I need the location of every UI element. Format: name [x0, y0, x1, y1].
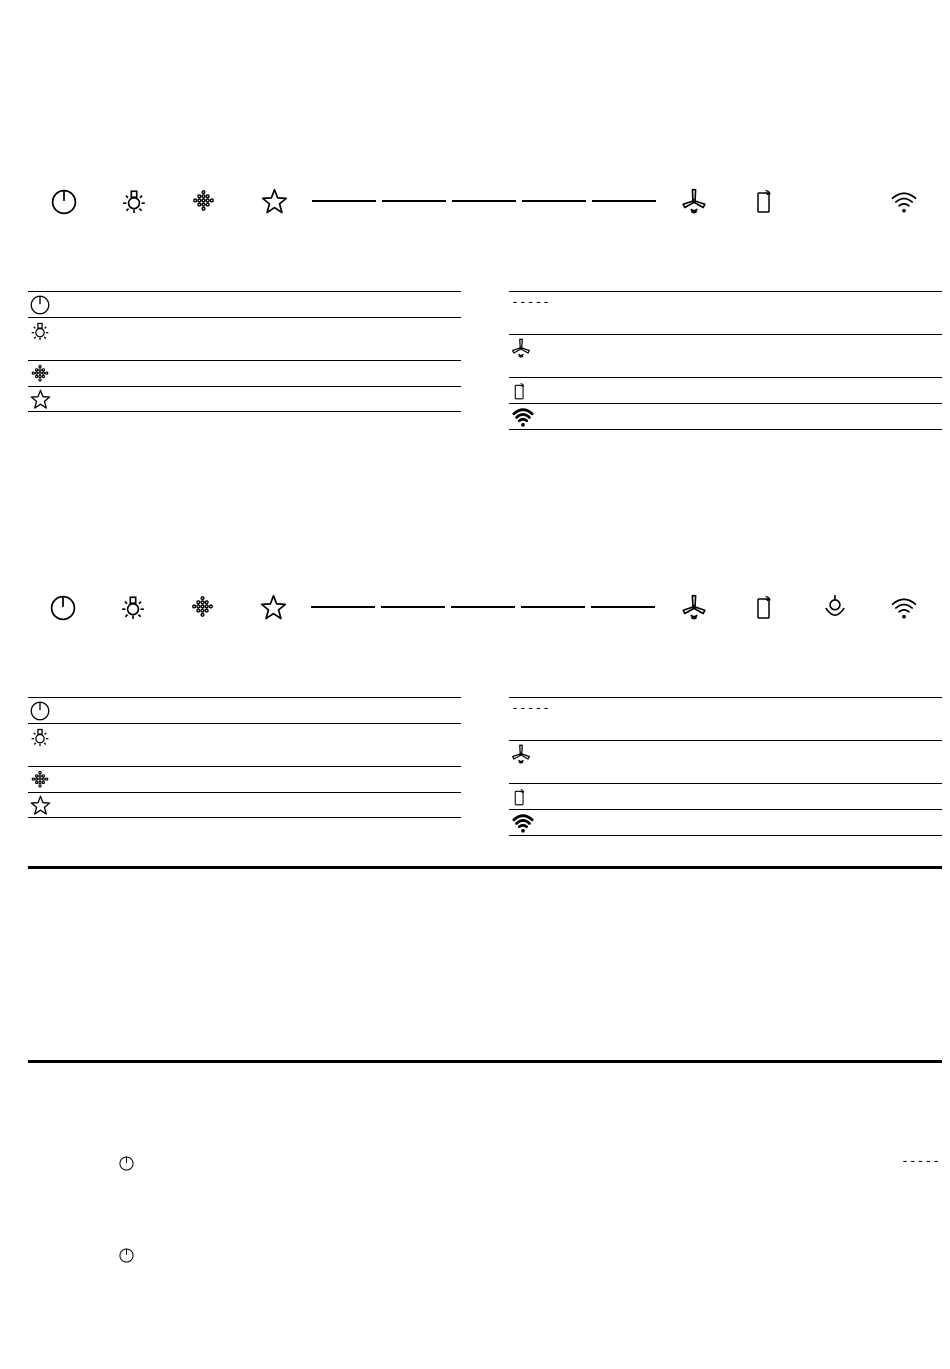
slider-segment-2[interactable]	[381, 606, 445, 608]
slider-dashes-label: -----	[901, 1154, 941, 1169]
table-row	[509, 377, 942, 404]
slider-segment-4[interactable]	[522, 200, 586, 202]
table-row	[28, 360, 461, 387]
fan-icon[interactable]	[681, 188, 707, 214]
table-row	[28, 723, 461, 767]
wifi-icon	[511, 812, 535, 834]
power-icon[interactable]	[50, 595, 76, 621]
section-rule	[28, 866, 942, 869]
fan-icon	[511, 744, 531, 764]
left-legend-table-b	[28, 697, 461, 818]
ambient-light-icon	[30, 770, 50, 790]
table-row	[509, 783, 942, 810]
light-icon[interactable]	[120, 594, 146, 620]
power-icon[interactable]	[51, 189, 77, 215]
wifi-icon	[511, 406, 535, 428]
power-icon	[30, 295, 50, 315]
light-icon	[30, 321, 50, 341]
slider-segment-1[interactable]	[312, 200, 376, 202]
fan-icon[interactable]	[681, 594, 707, 620]
favourite-icon	[30, 389, 51, 410]
table-divider	[28, 411, 461, 412]
table-row	[509, 334, 942, 378]
wifi-icon[interactable]	[891, 189, 917, 215]
favourite-icon[interactable]	[260, 594, 287, 621]
slider-dashes-label: -----	[511, 701, 551, 716]
light-icon	[30, 727, 50, 747]
home-connect-icon	[511, 787, 528, 807]
table-row	[509, 403, 942, 430]
favourite-icon	[30, 795, 51, 816]
wifi-icon[interactable]	[891, 595, 917, 621]
slider-segment-4[interactable]	[521, 606, 585, 608]
ambient-light-icon[interactable]	[190, 595, 215, 620]
power-icon	[119, 1156, 134, 1171]
table-row	[509, 740, 942, 784]
slider-segment-3[interactable]	[452, 200, 516, 202]
table-divider	[28, 817, 461, 818]
slider-segment-2[interactable]	[382, 200, 446, 202]
home-connect-icon[interactable]	[752, 593, 776, 621]
table-row	[509, 809, 942, 836]
slider-segment-5[interactable]	[592, 200, 656, 202]
slider-segment-5[interactable]	[591, 606, 655, 608]
table-row	[28, 766, 461, 793]
light-icon[interactable]	[121, 188, 147, 214]
table-row	[28, 317, 461, 361]
ambient-light-icon[interactable]	[191, 189, 216, 214]
left-legend-table-a	[28, 291, 461, 412]
slider-segment-3[interactable]	[451, 606, 515, 608]
right-legend-table-b	[509, 697, 942, 836]
ambient-light-icon	[30, 364, 50, 384]
home-connect-icon[interactable]	[752, 187, 776, 215]
sensor-icon[interactable]	[822, 594, 848, 620]
table-row	[509, 697, 942, 741]
table-row	[509, 291, 942, 335]
favourite-icon[interactable]	[261, 188, 288, 215]
table-row	[28, 386, 461, 412]
home-connect-icon	[511, 381, 528, 401]
slider-segment-1[interactable]	[311, 606, 375, 608]
table-row	[28, 697, 461, 724]
section-rule	[28, 1060, 942, 1063]
power-icon	[30, 701, 50, 721]
fan-icon	[511, 338, 531, 358]
slider-dashes-label: -----	[511, 295, 551, 310]
table-row	[28, 792, 461, 818]
table-row	[28, 291, 461, 318]
power-icon	[119, 1248, 134, 1263]
table-divider	[509, 429, 942, 430]
table-divider	[509, 835, 942, 836]
right-legend-table-a	[509, 291, 942, 430]
